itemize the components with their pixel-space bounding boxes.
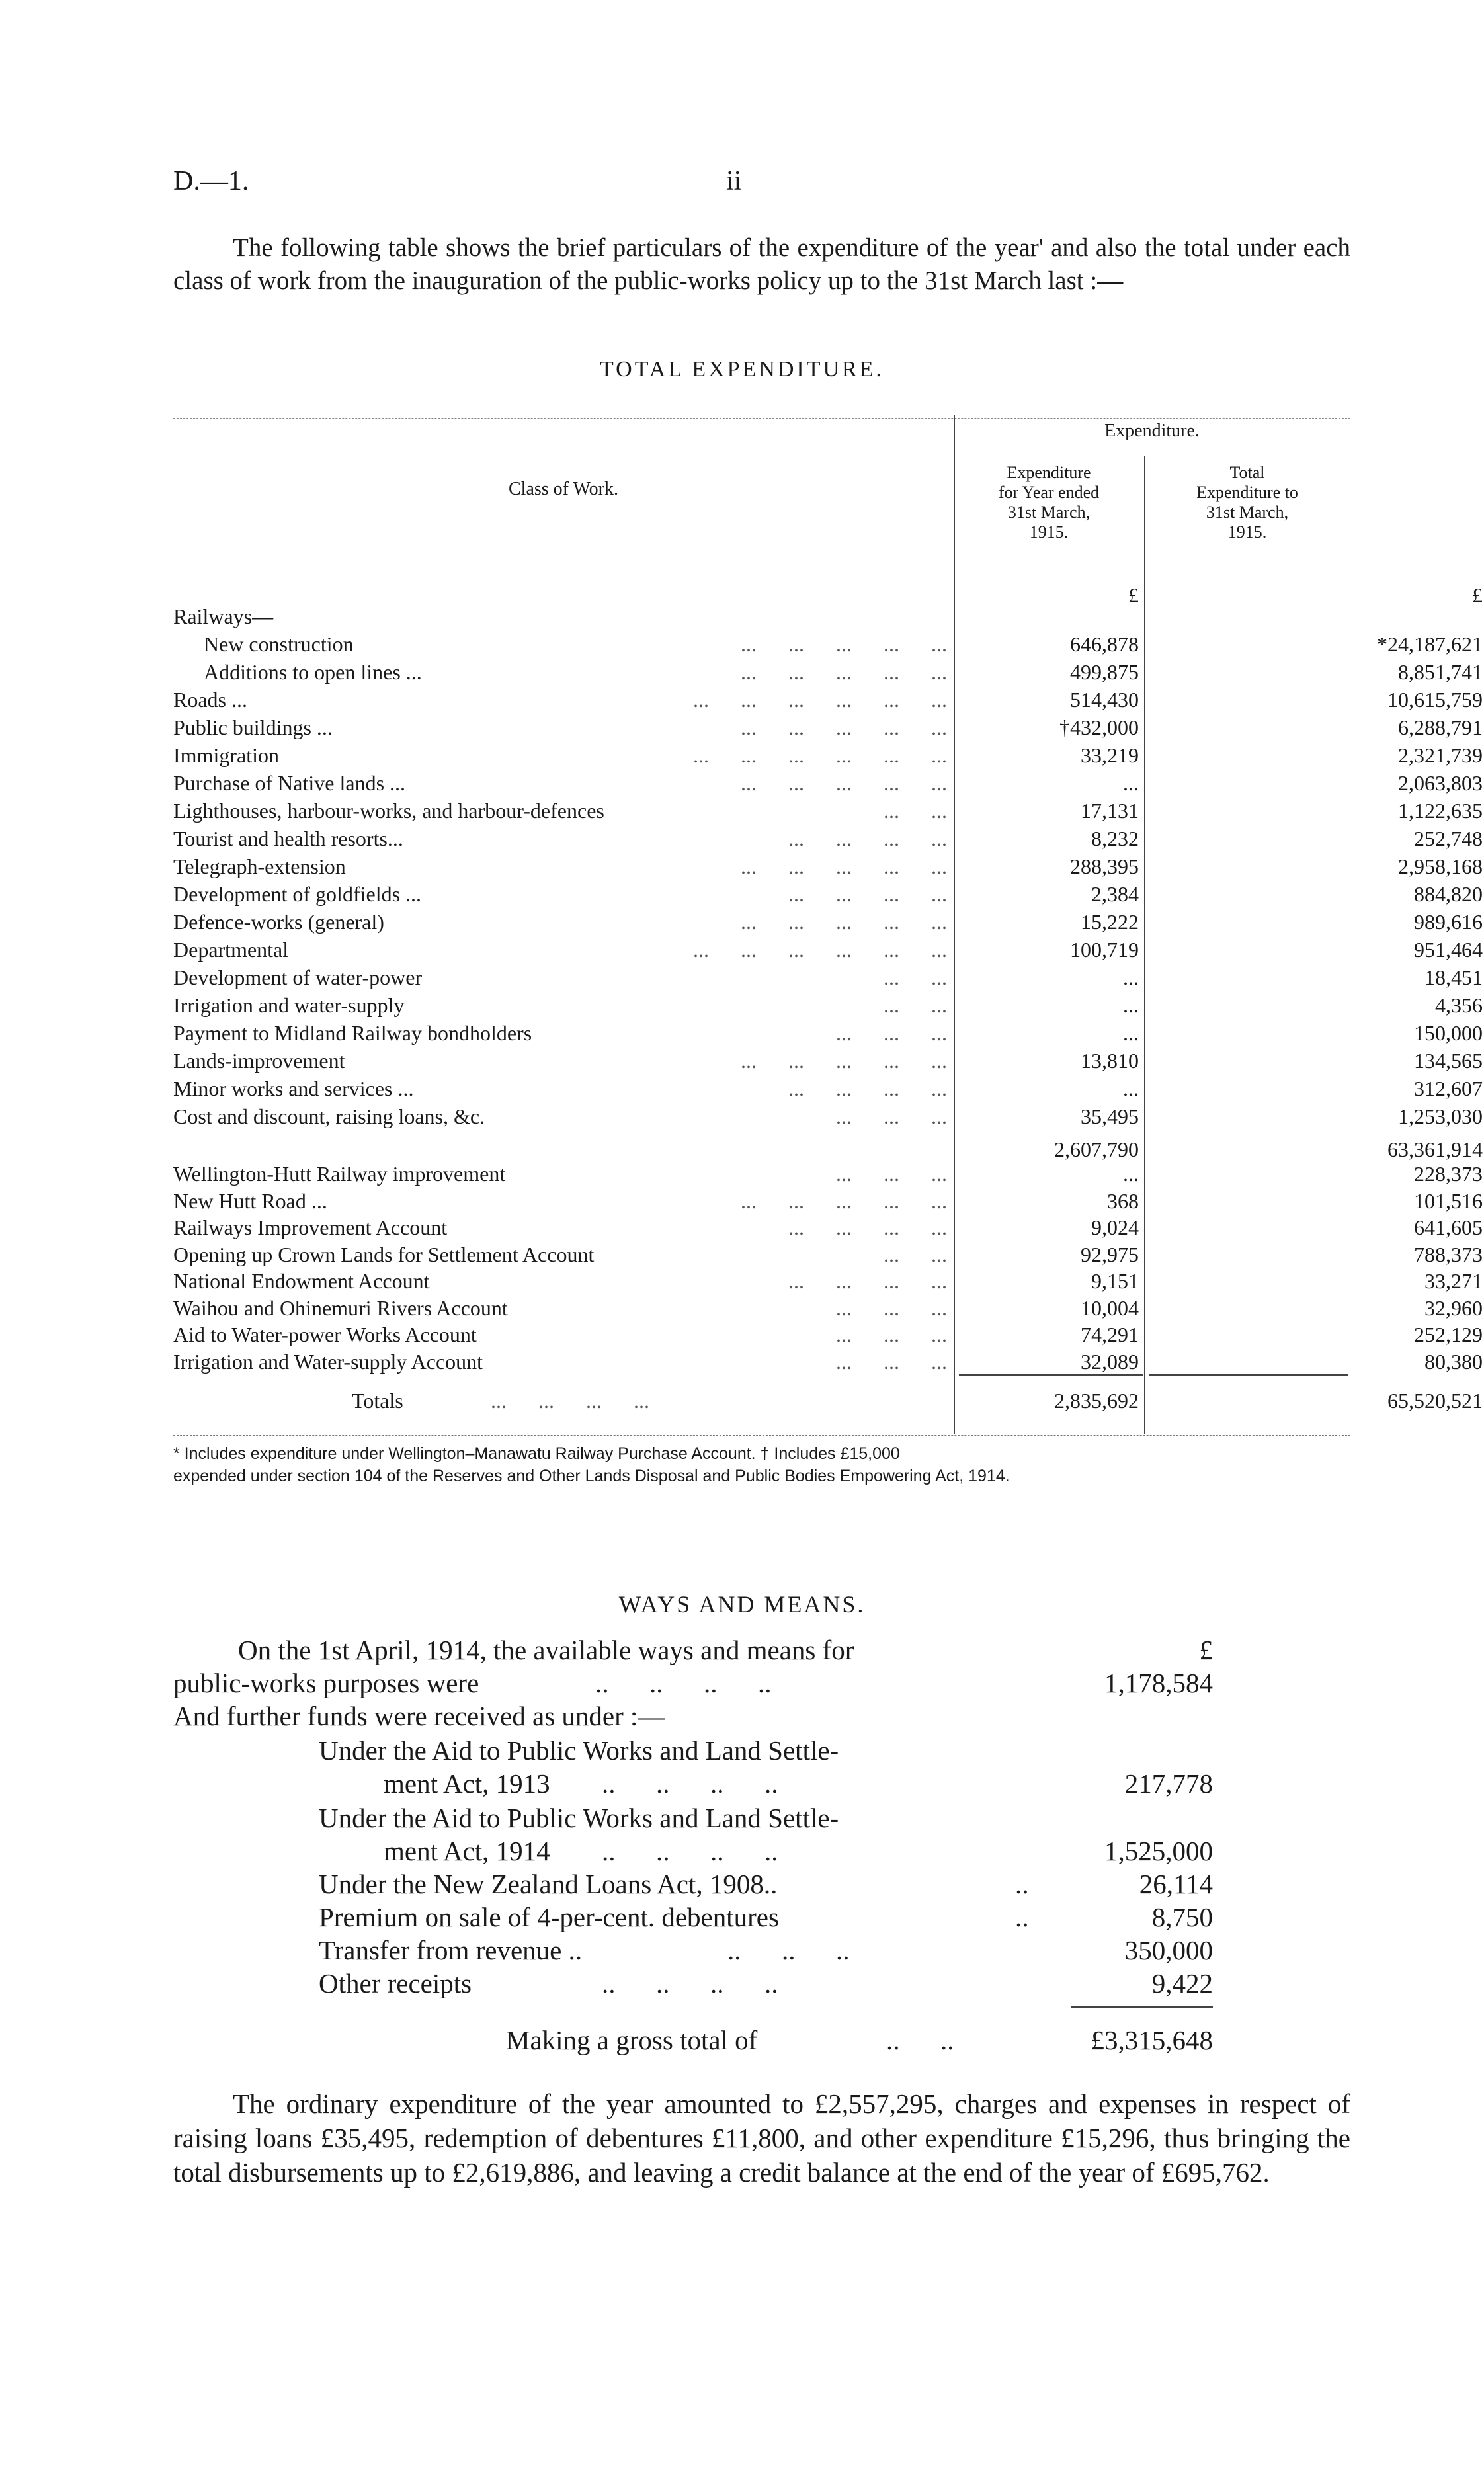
table-row	[173, 1103, 1483, 1130]
row-leader-dots: ... ... ... ... ...	[741, 1049, 947, 1073]
item-line: ment Act, 1913	[384, 1768, 550, 1799]
row-total-value: 989,616	[1414, 910, 1483, 934]
row-label: Cost and discount, raising loans, &c.	[173, 1104, 485, 1128]
table-row	[173, 992, 1483, 1018]
table-row	[173, 909, 1483, 935]
subtotal-year: 2,607,790	[1054, 1137, 1139, 1161]
row-total-value: 884,820	[1414, 882, 1483, 906]
row-leader-dots: ... ... ... ... ...	[741, 660, 947, 684]
row-leader-dots: ... ... ...	[836, 1021, 947, 1045]
row-label: Additions to open lines ...	[204, 660, 422, 684]
row-year-value: ...	[1123, 1162, 1139, 1186]
row-total-value: 150,000	[1414, 1021, 1483, 1045]
row-leader-dots: ... ... ... ...	[788, 1215, 947, 1239]
item-value: 9,422	[1151, 1968, 1213, 1998]
expenditure-header: Expenditure.	[1104, 421, 1200, 441]
item-value: 350,000	[1124, 1935, 1213, 1965]
row-year-value: ...	[1123, 1077, 1139, 1100]
currency-symbol: £	[1472, 583, 1483, 607]
row-year-value: 2,384	[1091, 882, 1139, 906]
col1-header-line: Expenditure	[1007, 463, 1091, 482]
table-row	[173, 714, 1483, 741]
row-leader-dots: ... ... ...	[836, 1296, 947, 1320]
document-code: D.—1.	[173, 166, 249, 196]
row-total-value: 33,271	[1424, 1269, 1483, 1293]
row-year-value: 368	[1107, 1188, 1139, 1213]
subtotal-total: 63,361,914	[1387, 1137, 1483, 1161]
row-leader-dots: ... ... ... ...	[788, 1077, 947, 1100]
item-value: 8,750	[1151, 1902, 1213, 1932]
row-year-value: 9,151	[1091, 1269, 1139, 1293]
row-label: New Hutt Road ...	[173, 1188, 327, 1213]
row-year-value: ...	[1123, 993, 1139, 1017]
row-year-value: ...	[1123, 771, 1139, 795]
row-label: Irrigation and Water-supply Account	[173, 1349, 483, 1374]
row-total-value: 951,464	[1414, 938, 1483, 962]
further-funds-line: And further funds were received as under :—	[173, 1701, 665, 1731]
table-row	[173, 1295, 1483, 1321]
row-year-value: 10,004	[1081, 1296, 1139, 1320]
subtotal-row	[173, 1136, 1483, 1163]
row-year-value: 8,232	[1091, 827, 1139, 850]
row-year-value: 100,719	[1070, 938, 1139, 962]
col1-header-line: 31st March,	[1007, 503, 1091, 522]
totals-rule-1	[959, 1374, 1143, 1376]
row-label: New construction	[204, 632, 354, 656]
row-total-value: 228,373	[1414, 1162, 1483, 1186]
row-total-value: 1,253,030	[1398, 1104, 1483, 1128]
row-label: Defence-works (general)	[173, 910, 384, 934]
row-year-value: 74,291	[1081, 1323, 1139, 1346]
row-leader-dots: ... ... ...	[836, 1162, 947, 1186]
row-leader-dots: ... ... ... ...	[788, 1269, 947, 1293]
item-line: Other receipts	[319, 1968, 472, 1998]
row-leader-dots: ... ... ...	[836, 1349, 947, 1374]
row-leader-dots: ... ... ... ...	[788, 882, 947, 906]
table-row	[173, 881, 1483, 907]
class-of-work-header: Class of Work.	[508, 479, 618, 499]
row-label: Payment to Midland Railway bondholders	[173, 1021, 532, 1045]
item-line: ment Act, 1914	[384, 1836, 550, 1866]
item-value: 26,114	[1139, 1869, 1213, 1899]
row-total-value: 641,605	[1414, 1215, 1483, 1239]
table-row	[173, 798, 1483, 824]
item-dots: .. .. ..	[727, 1935, 850, 1965]
row-year-value: 33,219	[1081, 743, 1139, 767]
row-total-value: 312,607	[1414, 1077, 1483, 1100]
row-label: Development of water-power	[173, 966, 423, 989]
row-year-value: 13,810	[1081, 1049, 1139, 1073]
opening-value: 1,178,584	[1104, 1668, 1213, 1698]
row-leader-dots: ... ... ... ... ...	[741, 1188, 947, 1213]
item-line: Premium on sale of 4-per-cent. debentures	[319, 1902, 779, 1932]
row-year-value: 35,495	[1081, 1104, 1139, 1128]
row-leader-dots: ... ... ... ... ...	[741, 854, 947, 878]
row-total-value: 134,565	[1414, 1049, 1483, 1073]
row-total-value: 18,451	[1424, 966, 1483, 989]
table-row	[173, 1268, 1483, 1294]
item-dots: ..	[1015, 1869, 1029, 1899]
col1-header	[954, 463, 1144, 542]
col1-header-line: for Year ended	[998, 483, 1100, 502]
item-line: Under the Aid to Public Works and Land Settle-	[319, 1803, 839, 1833]
row-year-value: 499,875	[1070, 660, 1139, 684]
col2-header-line: 31st March,	[1206, 503, 1289, 522]
row-leader-dots: ... ... ... ...	[788, 827, 947, 850]
col2-header-line: Expenditure to	[1196, 483, 1298, 502]
ways-means-title: WAYS AND MEANS.	[618, 1591, 866, 1618]
table-title: TOTAL EXPENDITURE.	[599, 357, 884, 382]
row-label: Tourist and health resorts...	[173, 827, 403, 850]
gross-total-label: Making a gross total of	[506, 2025, 758, 2055]
row-label: Lands-improvement	[173, 1049, 345, 1073]
col2-header-line: Total	[1229, 463, 1265, 482]
row-leader-dots: ... ... ...	[836, 1104, 947, 1128]
table-row	[173, 1020, 1483, 1046]
row-total-value: 4,356	[1435, 993, 1483, 1017]
item-line: Under the Aid to Public Works and Land Settle-	[319, 1735, 839, 1766]
table-row	[173, 686, 1483, 713]
row-leader-dots: ... ... ...	[836, 1323, 947, 1346]
item-dots: .. .. .. ..	[602, 1968, 778, 1998]
currency-symbol: £	[1128, 583, 1139, 607]
row-year-value: 288,395	[1070, 854, 1139, 878]
row-year-value: †432,000	[1059, 716, 1139, 739]
row-leader-dots: ... ... ... ... ...	[741, 771, 947, 795]
intro-paragraph: The following table shows the brief particulars of the expenditure of the year' and also the total under each class of work from the inauguration of the public-works policy up to the 31st March last :—	[173, 233, 1350, 295]
row-total-value: 2,958,168	[1398, 854, 1483, 878]
row-total-value: 1,122,635	[1398, 799, 1483, 823]
row-total-value: 252,748	[1414, 827, 1483, 850]
row-leader-dots: ... ... ... ... ... ...	[693, 688, 947, 712]
row-label: Wellington-Hutt Railway improvement	[173, 1162, 506, 1186]
row-year-value: ...	[1123, 1021, 1139, 1045]
totals-dots: ... ... ... ...	[491, 1389, 649, 1413]
table-row	[173, 1161, 1483, 1187]
table-row	[173, 742, 1483, 768]
item-value: 1,525,000	[1104, 1836, 1213, 1866]
row-year-value: 646,878	[1070, 632, 1139, 656]
row-label: Lighthouses, harbour-works, and harbour-defences	[173, 799, 604, 823]
row-total-value: 10,615,759	[1387, 688, 1483, 712]
row-total-value: *24,187,621	[1377, 632, 1483, 656]
table-row	[173, 825, 1483, 852]
row-leader-dots: ... ...	[884, 993, 947, 1017]
opening-dots: .. .. .. ..	[595, 1668, 772, 1698]
item-value: 217,778	[1124, 1768, 1213, 1799]
row-label: National Endowment Account	[173, 1269, 430, 1293]
closing-paragraph: The ordinary expenditure of the year amounted to £2,557,295, charges and expenses in respect of raising loans £35,495, redemption of debentures £11,800, and other expenditure £15,296, thus bringing the total disbursements up to £2,619,886, and leaving a credit balance at the end of the year of £695,762.	[173, 2088, 1350, 2188]
row-year-value: 32,089	[1081, 1349, 1139, 1374]
row-year-value: 9,024	[1091, 1215, 1139, 1239]
row-leader-dots: ... ... ... ... ...	[741, 910, 947, 934]
row-label: Aid to Water-power Works Account	[173, 1323, 477, 1346]
table-row	[173, 853, 1483, 880]
totals-rule-2	[1149, 1374, 1348, 1376]
footnote-line: * Includes expenditure under Wellington–Manawatu Railway Purchase Account. † Includes £15,000	[173, 1444, 900, 1463]
ways-means-currency: £	[1199, 1635, 1213, 1665]
totals-row	[173, 1387, 1483, 1414]
opening-line-1: On the 1st April, 1914, the available ways and means for	[238, 1635, 854, 1665]
table-top-rule	[173, 418, 1350, 419]
totals-year: 2,835,692	[1054, 1389, 1139, 1413]
row-total-value: 6,288,791	[1398, 716, 1483, 739]
item-line: Under the New Zealand Loans Act, 1908..	[319, 1869, 778, 1899]
row-year-value: 514,430	[1070, 688, 1139, 712]
row-leader-dots: ... ... ... ... ... ...	[693, 743, 947, 767]
row-total-value: 2,321,739	[1398, 743, 1483, 767]
table-row	[173, 659, 1483, 685]
item-dots: ..	[1015, 1902, 1029, 1932]
gross-total-rule	[1071, 2006, 1213, 2008]
row-year-value: 92,975	[1081, 1242, 1139, 1266]
row-label: Waihou and Ohinemuri Rivers Account	[173, 1296, 508, 1320]
row-label: Immigration	[173, 743, 279, 767]
row-total-value: 2,063,803	[1398, 771, 1483, 795]
col2-header-line: 1915.	[1227, 522, 1267, 542]
row-total-value: 32,960	[1424, 1296, 1483, 1320]
table-row	[173, 1075, 1483, 1102]
row-label: Public buildings ...	[173, 716, 333, 739]
row-leader-dots: ... ...	[884, 799, 947, 823]
row-label: Development of goldfields ...	[173, 882, 422, 906]
row-year-value: 15,222	[1081, 910, 1139, 934]
col1-header-line: 1915.	[1029, 522, 1069, 542]
totals-total: 65,520,521	[1387, 1389, 1483, 1413]
table-row	[173, 1321, 1483, 1348]
row-label: Purchase of Native lands ...	[173, 771, 406, 795]
opening-line-2: public-works purposes were	[173, 1668, 479, 1698]
table-row	[173, 1348, 1483, 1375]
gross-total-value: £3,315,648	[1091, 2025, 1213, 2055]
row-leader-dots: ... ...	[884, 966, 947, 989]
table-row	[173, 1048, 1483, 1074]
row-label: Railways Improvement Account	[173, 1215, 448, 1239]
row-year-value: ...	[1123, 966, 1139, 989]
footnote-line: expended under section 104 of the Reserves and Other Lands Disposal and Public Bodies Empowering Act, 1914.	[173, 1467, 1010, 1485]
row-leader-dots: ... ... ... ... ...	[741, 632, 947, 656]
row-label: Irrigation and water-supply	[173, 993, 405, 1017]
totals-label: Totals	[352, 1389, 403, 1413]
row-total-value: 101,516	[1414, 1188, 1483, 1213]
table-row	[173, 631, 1483, 657]
row-total-value: 8,851,741	[1398, 660, 1483, 684]
item-dots: .. .. .. ..	[602, 1768, 778, 1799]
row-label: Opening up Crown Lands for Settlement Account	[173, 1242, 595, 1266]
table-row	[173, 1214, 1483, 1241]
row-label: Minor works and services ...	[173, 1077, 414, 1100]
row-label: Railways—	[173, 604, 274, 628]
item-dots: .. .. .. ..	[602, 1836, 778, 1866]
item-line: Transfer from revenue ..	[319, 1935, 583, 1965]
table-bottom-rule	[173, 1435, 1350, 1436]
row-total-value: 252,129	[1414, 1323, 1483, 1346]
row-total-value: 80,380	[1424, 1349, 1483, 1374]
table-row	[173, 603, 1350, 630]
row-label: Departmental	[173, 938, 289, 962]
row-total-value: 788,373	[1414, 1242, 1483, 1266]
col2-header	[1144, 463, 1350, 542]
page-number: ii	[726, 166, 742, 196]
row-label: Telegraph-extension	[173, 854, 346, 878]
table-row	[173, 770, 1483, 796]
row-year-value: 17,131	[1081, 799, 1139, 823]
table-row	[173, 964, 1483, 991]
gross-total-dots: .. ..	[886, 2025, 954, 2055]
row-leader-dots: ... ...	[884, 1242, 947, 1266]
row-label: Roads ...	[173, 688, 247, 712]
table-row	[173, 936, 1483, 963]
row-leader-dots: ... ... ... ... ... ...	[693, 938, 947, 962]
row-leader-dots: ... ... ... ... ...	[741, 716, 947, 739]
table-row	[173, 1241, 1483, 1268]
table-row	[173, 1188, 1483, 1214]
